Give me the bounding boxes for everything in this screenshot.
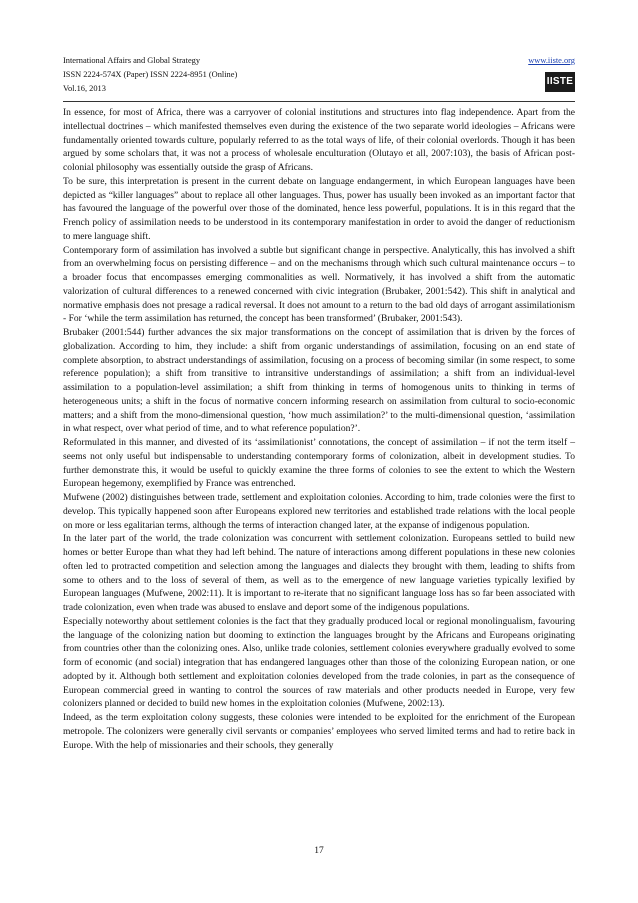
iiste-logo: IISTE: [545, 72, 575, 92]
volume-line: Vol.16, 2013: [63, 84, 106, 93]
body-paragraph: Reformulated in this manner, and divested of its ‘assimilationist’ connotations, the concept of assimilation – if not the term itself – seems not only useful but indispensable to understanding contemporary forms of colonization, albeit in development studies. To further demonstrate this, it would be useful to quickly examine the three forms of colonies to see the extent to which the Western European hegemony, exemplified by France was entrenched.: [63, 437, 575, 490]
body-paragraph: Especially noteworthy about settlement colonies is the fact that they gradually produced local or regional monolingualism, favouring the language of the colonizing nation but dooming to extinction the languages brought by the Africans and Europeans originating from countries other than the colonizing ones. Also, unlike trade colonies, settlement colonies everywhere gradually evolved to some form of economic (and social) integration that has endangered languages other than those of the colonizing European nation, or one adopted by it. Although both settlement and exploitation colonies developed from the trade colonies, in part as the consequence of European commercial greed in wanting to control the sources of raw materials and other products needed in Europe, very few colonizers planned or decided to build new homes in the exploitation colonies (Mufwene, 2002:13).: [63, 615, 575, 710]
journal-title: International Affairs and Global Strategy: [63, 56, 201, 65]
body-paragraph: Indeed, as the term exploitation colony suggests, these colonies were intended to be exploited for the enrichment of the European metropole. The colonizers were generally civil servants or companies’ employees who served limited terms and had to retire back in Europe. With the help of missionaries and their schools, they generally: [63, 712, 575, 751]
body-paragraph: In the later part of the world, the trade colonization was concurrent with settlement colonization. Europeans settled to build new homes or better Europe than what they had left behind. The nature of interactions among different populations in these new colonies often led to protracted competition and selection among the languages and dialects they brought with them, leading to shifts from some to others and to the loss of several of them, as well as to the emergence of new language varieties typically lexified by European languages (Mufwene, 2002:11). It is important to re-iterate that no significant language loss has so far been associated with trade colonization, even when trade was abused to enslave and deport some of the indigenous populations.: [63, 533, 575, 613]
body-paragraph: To be sure, this interpretation is present in the current debate on language endangerment, in which European languages have been depicted as “killer languages” about to replace all other languages. Thus, power has usually been invoked as an important factor that has favoured the language of the powerful over those of the dominated, hence less powerful, populations. It is in this regard that the French policy of assimilation needs to be understood in its contemporary manifestation in order to avoid the danger of reductionism to mere language shift.: [63, 175, 575, 242]
article-body: [63, 106, 575, 752]
body-paragraph: Contemporary form of assimilation has involved a subtle but significant change in perspective. Analytically, this has involved a shift from an overwhelming focus on persisting difference – and on the mechanisms through which such cultural maintenance occurs – to a broader focus that encompasses emerging commonalities as well. Normatively, it has involved a shift from the automatic valorization of cultural differences to a renewed concerned with civic integration (Brubaker, 2001:542). This shift in analytical and normative emphasis does not presage a radical reversal. It does not amount to a return to the bad old days of arrogant assimilationism - For ‘while the term assimilation has returned, the concept has been transformed’ (Brubaker, 2001:543).: [63, 244, 575, 325]
header-divider: [63, 101, 575, 102]
issn-line: ISSN 2224-574X (Paper) ISSN 2224-8951 (Online): [63, 70, 238, 79]
body-paragraph: In essence, for most of Africa, there was a carryover of colonial institutions and structures into flag independence. Apart from the intellectual doctrines – which manifested themselves even during the existence of the two separate world ideologies – Africans were fundamentally oriented towards culture, popularly referred to as the total ways of life, of their colonial overlords. Though it has been argued by some scholars that, it was not a process of wholesale enculturation (Olutayo et all, 2007:103), the basis of African post-colonial philosophy was essentially outside the grasp of Africans.: [63, 107, 575, 173]
page-number: 17: [314, 846, 324, 856]
running-header: [63, 54, 575, 100]
body-paragraph: Mufwene (2002) distinguishes between trade, settlement and exploitation colonies. According to him, trade colonies were the first to develop. This typically happened soon after Europeans explored new territories and established trade relations with the local people on more or less egalitarian terms, although the terms of interaction changed later, at the expanse of indigenous population.: [63, 492, 575, 531]
journal-url-link[interactable]: www.iiste.org: [528, 56, 575, 65]
body-paragraph: Brubaker (2001:544) further advances the six major transformations on the concept of assimilation that is driven by the forces of globalization. According to him, they include: a shift from organic understandings of assimilation, focusing on an end state of complete absorption, to abstract understandings of assimilation, focusing on a process of becoming similar (in some respect, to some reference population); a shift from transitive to intransitive understandings of assimilation; a shift from an individual-level assimilation to a population-level assimilation; a shift from thinking in terms of homogenous units to thinking in terms of heterogeneous units; a shift in the focus of normative concern informing research on assimilation from cultural to socio-economic matters; and a shift from the mono-dimensional question, ‘how much assimilation?’ to the multi-dimensional question, ‘assimilation in what respect, over what period of time, and to what reference population?’.: [63, 327, 575, 435]
